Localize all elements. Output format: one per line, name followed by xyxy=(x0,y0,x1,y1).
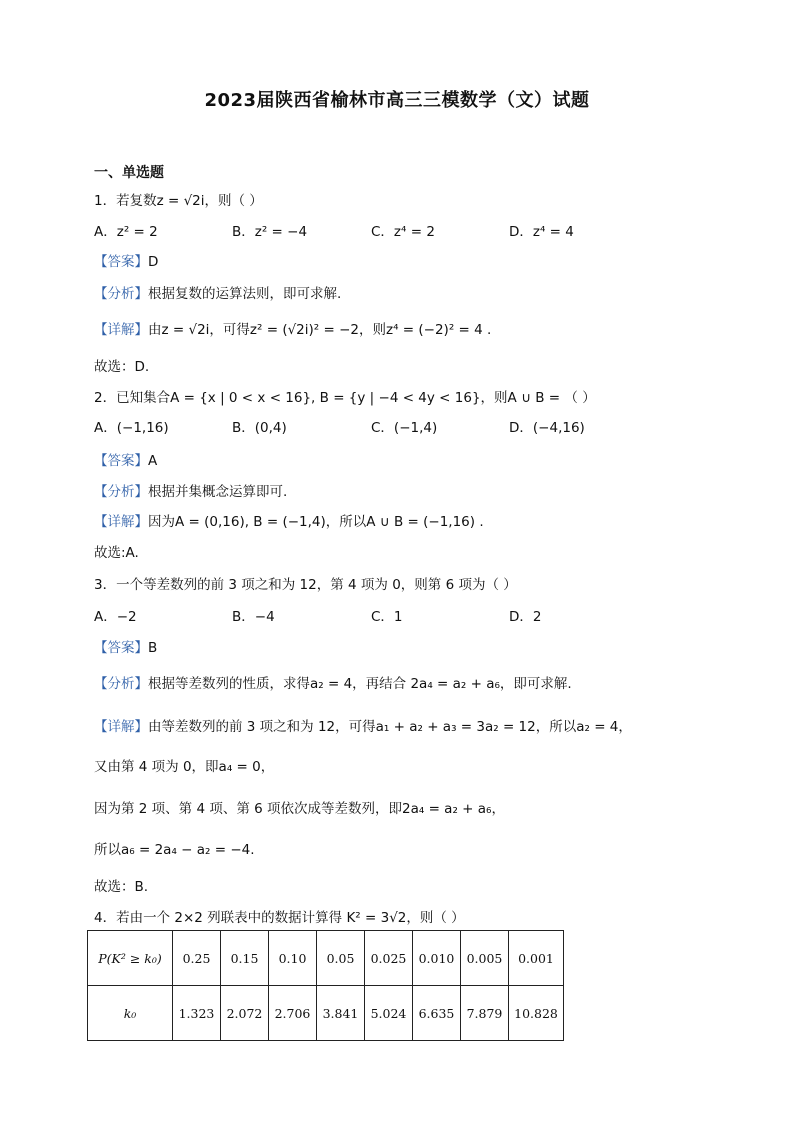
q3-answer: B xyxy=(148,640,158,656)
page-title: 2023届陕西省榆林市高三三模数学（文）试题 xyxy=(204,90,590,111)
table-cell: 0.05 xyxy=(317,931,365,986)
q3-option-b: B．−4 xyxy=(232,609,275,625)
table-cell: 0.001 xyxy=(509,931,564,986)
q3-answer-line xyxy=(94,636,157,656)
q2-option-b: B．(0,4) xyxy=(232,420,287,436)
table-cell: 7.879 xyxy=(461,986,509,1041)
q3-detail-1: 由等差数列的前 3 项之和为 12，可得a₁ + a₂ + a₃ = 3a₂ = 12，所以a₂ = 4， xyxy=(148,719,632,735)
table-cell: 2.706 xyxy=(269,986,317,1041)
table-cell: 0.10 xyxy=(269,931,317,986)
q2-detail-line xyxy=(94,510,484,530)
q2-answer: A xyxy=(148,453,158,469)
q1-analysis-line xyxy=(94,282,341,302)
table-row xyxy=(88,986,564,1041)
q1-detail: 由z = √2i，可得z² = (√2i)² = −2，则z⁴ = (−2)² = 4 . xyxy=(148,322,492,338)
table-cell: 0.010 xyxy=(413,931,461,986)
q2-conclusion: 故选:A. xyxy=(94,545,139,561)
analysis-tag: 【分析】 xyxy=(94,286,148,302)
q1-conclusion: 故选：D. xyxy=(94,359,150,375)
q2-detail: 因为A = (0,16), B = (−1,4)，所以A ∪ B = (−1,16) . xyxy=(148,514,484,530)
detail-tag: 【详解】 xyxy=(94,514,148,530)
q2-analysis-line xyxy=(94,480,287,500)
table-cell: 6.635 xyxy=(413,986,461,1041)
analysis-tag: 【分析】 xyxy=(94,676,148,692)
q3-conclusion: 故选：B. xyxy=(94,879,149,895)
table-cell: 1.323 xyxy=(173,986,221,1041)
table-cell: 0.005 xyxy=(461,931,509,986)
table-row xyxy=(88,931,564,986)
q1-option-a: A．z² = 2 xyxy=(94,224,158,240)
section-heading: 一、单选题 xyxy=(94,165,164,181)
q1-answer-line xyxy=(94,250,158,270)
q1-option-c: C．z⁴ = 2 xyxy=(371,224,435,240)
q1-analysis: 根据复数的运算法则，即可求解. xyxy=(148,286,342,302)
answer-tag: 【答案】 xyxy=(94,640,148,656)
answer-tag: 【答案】 xyxy=(94,453,148,469)
q3-detail-2: 又由第 4 项为 0，即a₄ = 0， xyxy=(94,759,275,775)
table-cell: 0.25 xyxy=(173,931,221,986)
critical-value-table xyxy=(87,930,564,1041)
q4-stem: 4．若由一个 2×2 列联表中的数据计算得 K² = 3√2，则（ ） xyxy=(94,910,465,926)
table-cell: 0.025 xyxy=(365,931,413,986)
table-cell: 3.841 xyxy=(317,986,365,1041)
q3-detail-line xyxy=(94,715,632,735)
answer-tag: 【答案】 xyxy=(94,254,148,270)
q2-analysis: 根据并集概念运算即可. xyxy=(148,484,288,500)
q3-analysis-line xyxy=(94,672,572,692)
q2-stem: 2．已知集合A = {x | 0 < x < 16}, B = {y | −4 < 4y < 16}，则A ∪ B = （ ） xyxy=(94,390,596,406)
q1-option-b: B．z² = −4 xyxy=(232,224,308,240)
q3-option-d: D．2 xyxy=(509,609,542,625)
table-cell: 2.072 xyxy=(221,986,269,1041)
table-cell: 5.024 xyxy=(365,986,413,1041)
analysis-tag: 【分析】 xyxy=(94,484,148,500)
q1-option-d: D．z⁴ = 4 xyxy=(509,224,574,240)
q1-detail-line xyxy=(94,318,491,338)
table-header-cell: P(K² ≥ k₀) xyxy=(88,931,173,986)
q2-answer-line xyxy=(94,449,157,469)
detail-tag: 【详解】 xyxy=(94,719,148,735)
detail-tag: 【详解】 xyxy=(94,322,148,338)
q2-option-c: C．(−1,4) xyxy=(371,420,438,436)
q2-option-a: A．(−1,16) xyxy=(94,420,169,436)
q3-stem: 3．一个等差数列的前 3 项之和为 12，第 4 项为 0，则第 6 项为（ ） xyxy=(94,577,517,593)
q3-option-c: C．1 xyxy=(371,609,403,625)
table-cell: 0.15 xyxy=(221,931,269,986)
table-header-cell: k₀ xyxy=(88,986,173,1041)
q3-option-a: A．−2 xyxy=(94,609,137,625)
table-cell: 10.828 xyxy=(509,986,564,1041)
q3-detail-4: 所以a₆ = 2a₄ − a₂ = −4. xyxy=(94,842,255,858)
q1-stem: 1．若复数z = √2i，则（ ） xyxy=(94,193,263,209)
q2-option-d: D．(−4,16) xyxy=(509,420,585,436)
q3-detail-3: 因为第 2 项、第 4 项、第 6 项依次成等差数列，即2a₄ = a₂ + a₆， xyxy=(94,801,505,817)
q1-answer: D xyxy=(148,254,159,270)
q3-analysis: 根据等差数列的性质，求得a₂ = 4，再结合 2a₄ = a₂ + a₆，即可求解. xyxy=(148,676,572,692)
